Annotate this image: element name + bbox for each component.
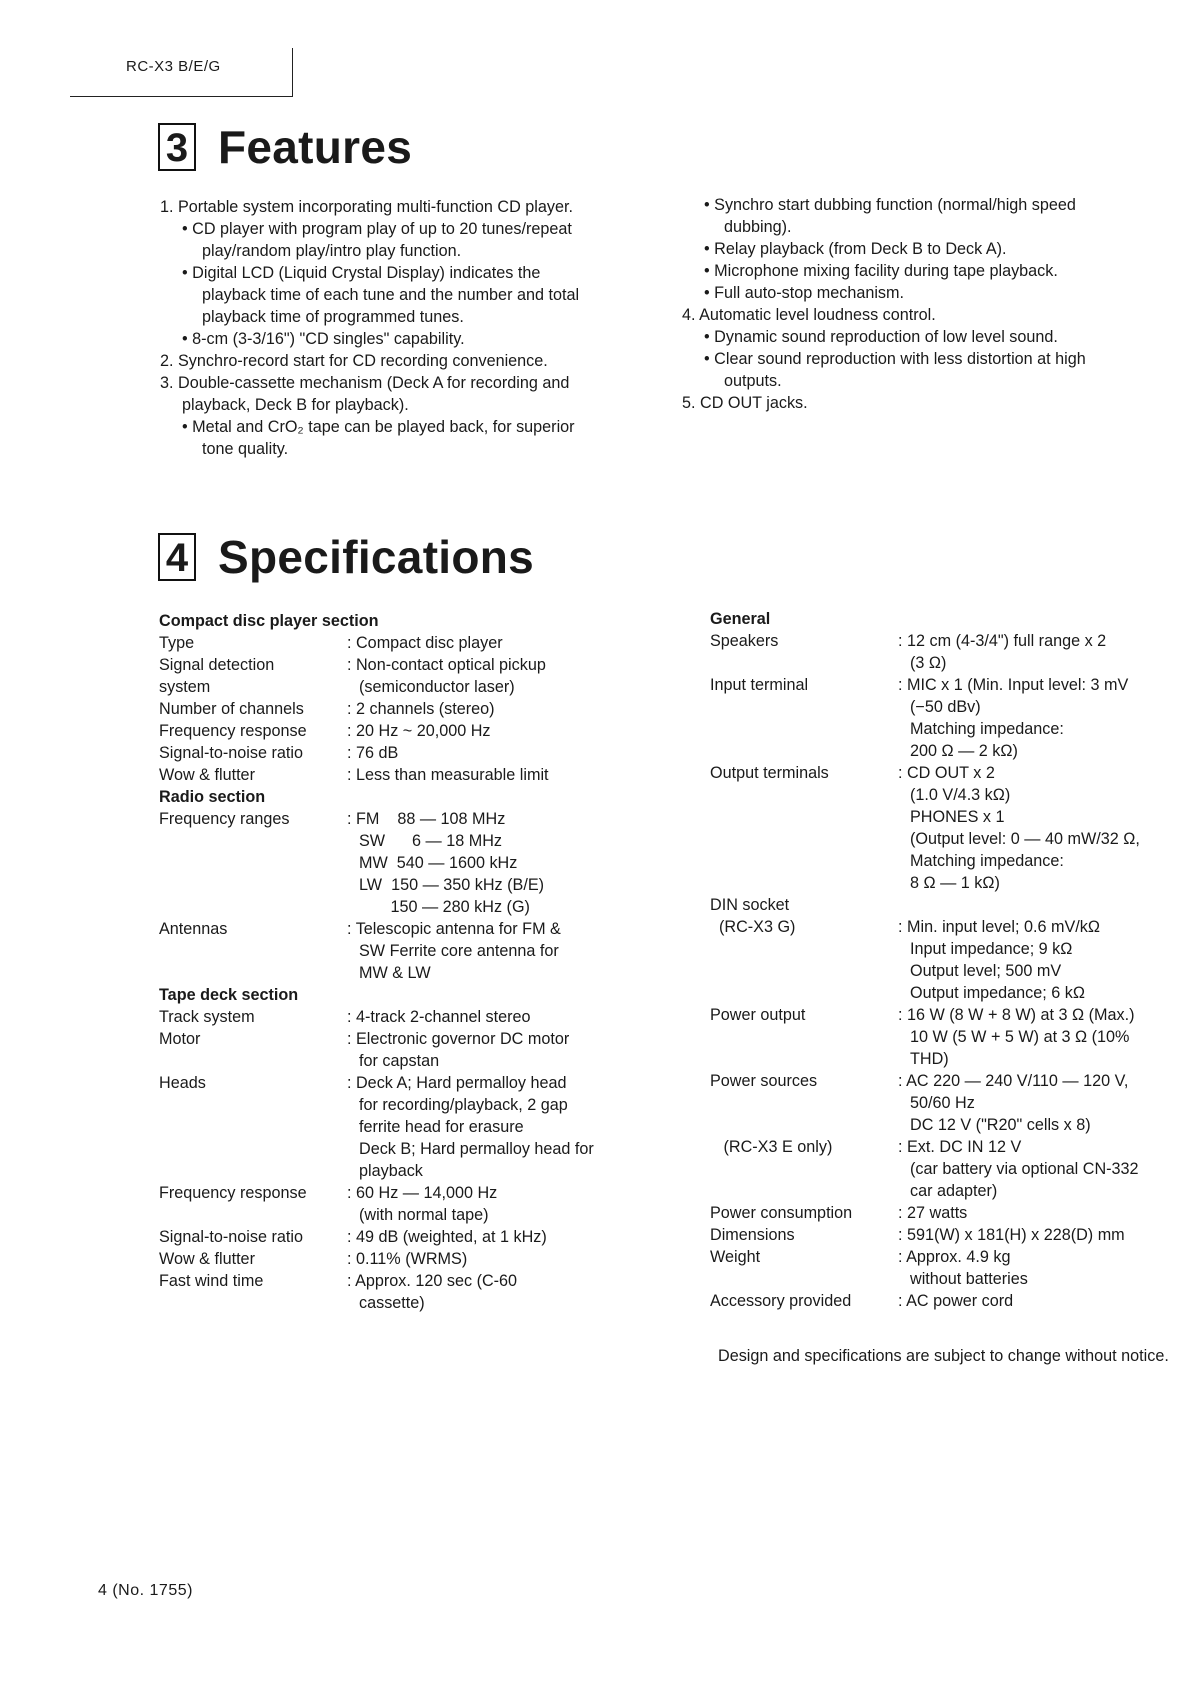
feature-line: 5. CD OUT jacks. bbox=[682, 394, 808, 412]
spec-label-line: Signal-to-noise ratio bbox=[159, 1228, 303, 1246]
spec-label bbox=[159, 1072, 347, 1182]
spec-row bbox=[710, 894, 1180, 1004]
spec-label-line: Accessory provided bbox=[710, 1292, 852, 1310]
spec-value-line: PHONES x 1 bbox=[910, 808, 1005, 826]
spec-label bbox=[710, 894, 898, 1004]
spec-value-line: : Telescopic antenna for FM & bbox=[347, 920, 561, 938]
spec-value-line: : 49 dB (weighted, at 1 kHz) bbox=[347, 1228, 547, 1246]
spec-value-line: DC 12 V ("R20" cells x 8) bbox=[910, 1116, 1091, 1134]
spec-value-line: : Ext. DC IN 12 V bbox=[898, 1138, 1022, 1156]
spec-value-line: Output level; 500 mV bbox=[910, 962, 1062, 980]
spec-value-line: MW & LW bbox=[359, 964, 431, 982]
spec-value-line: (−50 dBv) bbox=[910, 698, 981, 716]
spec-value bbox=[347, 1072, 659, 1182]
spec-value bbox=[898, 630, 1180, 674]
spec-label-line: Frequency response bbox=[159, 1184, 307, 1202]
spec-row bbox=[159, 654, 659, 698]
spec-label bbox=[159, 698, 347, 720]
spec-value-line: : 27 watts bbox=[898, 1204, 968, 1222]
spec-label bbox=[159, 1182, 347, 1226]
spec-value-line: : 60 Hz — 14,000 Hz bbox=[347, 1184, 498, 1202]
spec-value-line: : Electronic governor DC motor bbox=[347, 1030, 570, 1048]
specifications-section-number: 4 bbox=[158, 533, 196, 581]
spec-label-line: Input terminal bbox=[710, 676, 809, 694]
spec-label bbox=[710, 1224, 898, 1246]
features-heading bbox=[158, 120, 412, 174]
spec-value-line: 150 — 280 kHz (G) bbox=[359, 898, 530, 916]
feature-line: dubbing). bbox=[724, 218, 792, 236]
spec-value bbox=[898, 894, 1180, 1004]
spec-label-line: Motor bbox=[159, 1030, 201, 1048]
spec-row bbox=[710, 1070, 1180, 1136]
spec-value bbox=[898, 674, 1180, 762]
spec-value bbox=[347, 654, 659, 698]
features-left-column bbox=[160, 196, 640, 460]
spec-value-line: Deck B; Hard permalloy head for bbox=[359, 1140, 594, 1158]
spec-row bbox=[159, 720, 659, 742]
spec-label-line: Power output bbox=[710, 1006, 806, 1024]
feature-line: tone quality. bbox=[202, 440, 289, 458]
feature-line: 2. Synchro-record start for CD recording convenience. bbox=[160, 352, 548, 370]
spec-label-line: Weight bbox=[710, 1248, 761, 1266]
spec-label-line: Signal detection bbox=[159, 656, 275, 674]
spec-value-line: 10 W (5 W + 5 W) at 3 Ω (10% bbox=[910, 1028, 1130, 1046]
spec-value bbox=[347, 1248, 659, 1270]
spec-row bbox=[710, 1202, 1180, 1224]
specifications-title: Specifications bbox=[218, 531, 535, 583]
features-right-column bbox=[682, 194, 1172, 414]
spec-label bbox=[159, 1226, 347, 1248]
spec-label bbox=[159, 654, 347, 698]
spec-label-line: Power consumption bbox=[710, 1204, 853, 1222]
spec-value bbox=[347, 764, 659, 786]
spec-value bbox=[898, 1224, 1180, 1246]
spec-value bbox=[898, 1136, 1180, 1202]
spec-label-line: system bbox=[159, 678, 211, 696]
spec-label bbox=[159, 632, 347, 654]
spec-row bbox=[159, 764, 659, 786]
spec-row bbox=[159, 1226, 659, 1248]
model-label: RC-X3 B/E/G bbox=[126, 58, 221, 75]
spec-label-line: DIN socket bbox=[710, 896, 790, 914]
spec-value-line: : AC 220 — 240 V/110 — 120 V, bbox=[898, 1072, 1129, 1090]
spec-row bbox=[710, 1246, 1180, 1290]
spec-value-line: : MIC x 1 (Min. Input level: 3 mV bbox=[898, 676, 1129, 694]
spec-value-line: for capstan bbox=[359, 1052, 440, 1070]
spec-label bbox=[710, 1246, 898, 1290]
feature-line: • Digital LCD (Liquid Crystal Display) indicates the bbox=[182, 264, 541, 282]
spec-value-line: : Less than measurable limit bbox=[347, 766, 549, 784]
spec-label bbox=[710, 1070, 898, 1136]
spec-value bbox=[898, 1290, 1180, 1312]
spec-label-line: Antennas bbox=[159, 920, 228, 938]
spec-value-line: : 76 dB bbox=[347, 744, 399, 762]
spec-subheading: General bbox=[710, 610, 771, 628]
feature-line: • Synchro start dubbing function (normal/high speed bbox=[704, 196, 1076, 214]
spec-label bbox=[710, 762, 898, 894]
spec-label bbox=[710, 674, 898, 762]
spec-value-line: Output impedance; 6 kΩ bbox=[910, 984, 1085, 1002]
spec-value-line: playback bbox=[359, 1162, 423, 1180]
spec-label bbox=[710, 1290, 898, 1312]
spec-value bbox=[898, 1004, 1180, 1070]
feature-line: 1. Portable system incorporating multi-function CD player. bbox=[160, 198, 573, 216]
spec-value-line: : FM 88 — 108 MHz bbox=[347, 810, 506, 828]
spec-label-line: Wow & flutter bbox=[159, 766, 255, 784]
spec-label-line: Output terminals bbox=[710, 764, 829, 782]
spec-value bbox=[347, 1226, 659, 1248]
spec-row bbox=[710, 1290, 1180, 1312]
spec-row bbox=[710, 1224, 1180, 1246]
spec-label bbox=[710, 630, 898, 674]
spec-value bbox=[898, 762, 1180, 894]
spec-label-line: (RC-X3 G) bbox=[710, 918, 796, 936]
spec-value bbox=[347, 1270, 659, 1314]
feature-line: • Dynamic sound reproduction of low level sound. bbox=[704, 328, 1058, 346]
spec-value bbox=[347, 1028, 659, 1072]
spec-value bbox=[347, 918, 659, 984]
spec-value-line: SW Ferrite core antenna for bbox=[359, 942, 559, 960]
spec-value-line: : Min. input level; 0.6 mV/kΩ bbox=[898, 918, 1100, 936]
feature-line: playback time of programmed tunes. bbox=[202, 308, 464, 326]
spec-row bbox=[159, 742, 659, 764]
spec-row bbox=[710, 762, 1180, 894]
feature-line: outputs. bbox=[724, 372, 782, 390]
feature-line: • CD player with program play of up to 20 tunes/repeat bbox=[182, 220, 572, 238]
spec-label bbox=[159, 1006, 347, 1028]
spec-row bbox=[159, 918, 659, 984]
spec-value-line: for recording/playback, 2 gap bbox=[359, 1096, 568, 1114]
spec-subheading: Radio section bbox=[159, 788, 266, 806]
spec-value bbox=[898, 1070, 1180, 1136]
feature-line: • Metal and CrO₂ tape can be played back, for superior bbox=[182, 418, 575, 436]
specifications-heading bbox=[158, 530, 534, 584]
spec-value-line: : CD OUT x 2 bbox=[898, 764, 995, 782]
spec-value-line bbox=[898, 894, 1180, 916]
spec-label-line: Signal-to-noise ratio bbox=[159, 744, 303, 762]
spec-value-line: : 16 W (8 W + 8 W) at 3 Ω (Max.) bbox=[898, 1006, 1135, 1024]
spec-label-line: Power sources bbox=[710, 1072, 818, 1090]
spec-label-line: Number of channels bbox=[159, 700, 304, 718]
spec-row bbox=[159, 1028, 659, 1072]
spec-value bbox=[347, 808, 659, 918]
spec-label bbox=[159, 1248, 347, 1270]
feature-line: playback time of each tune and the number and total bbox=[202, 286, 580, 304]
spec-label-line: Track system bbox=[159, 1008, 255, 1026]
spec-subheading: Tape deck section bbox=[159, 986, 299, 1004]
spec-row bbox=[159, 1248, 659, 1270]
spec-value-line: MW 540 — 1600 kHz bbox=[359, 854, 518, 872]
spec-value-line: without batteries bbox=[910, 1270, 1028, 1288]
spec-row bbox=[710, 1136, 1180, 1202]
spec-subheading: Compact disc player section bbox=[159, 612, 379, 630]
spec-label-line: Fast wind time bbox=[159, 1272, 264, 1290]
spec-value-line: (semiconductor laser) bbox=[359, 678, 515, 696]
spec-row bbox=[159, 698, 659, 720]
spec-label bbox=[710, 1004, 898, 1070]
spec-row bbox=[710, 1004, 1180, 1070]
spec-label bbox=[710, 1202, 898, 1224]
spec-value-line: : Approx. 120 sec (C-60 bbox=[347, 1272, 518, 1290]
spec-label bbox=[159, 808, 347, 918]
spec-value-line: : 20 Hz ~ 20,000 Hz bbox=[347, 722, 491, 740]
spec-value-line: : 4-track 2-channel stereo bbox=[347, 1008, 531, 1026]
spec-value-line: (car battery via optional CN-332 bbox=[910, 1160, 1139, 1178]
feature-line: 4. Automatic level loudness control. bbox=[682, 306, 936, 324]
spec-value-line: THD) bbox=[910, 1050, 949, 1068]
spec-value-line: (with normal tape) bbox=[359, 1206, 489, 1224]
spec-label bbox=[159, 720, 347, 742]
spec-label bbox=[159, 1270, 347, 1314]
spec-value-line: LW 150 — 350 kHz (B/E) bbox=[359, 876, 545, 894]
feature-line: • Relay playback (from Deck B to Deck A). bbox=[704, 240, 1007, 258]
spec-value-line: Matching impedance: bbox=[910, 720, 1064, 738]
spec-value-line: SW 6 — 18 MHz bbox=[359, 832, 503, 850]
spec-value bbox=[347, 1006, 659, 1028]
spec-label bbox=[159, 1028, 347, 1072]
spec-value-line: (Output level: 0 — 40 mW/32 Ω, bbox=[910, 830, 1140, 848]
spec-row bbox=[159, 1182, 659, 1226]
spec-value-line: car adapter) bbox=[910, 1182, 998, 1200]
spec-label bbox=[710, 1136, 898, 1202]
spec-label bbox=[159, 742, 347, 764]
spec-label-line: (RC-X3 E only) bbox=[710, 1138, 833, 1156]
spec-value bbox=[347, 632, 659, 654]
spec-label-line: Frequency response bbox=[159, 722, 307, 740]
spec-label-line: Speakers bbox=[710, 632, 779, 650]
spec-value-line: : Deck A; Hard permalloy head bbox=[347, 1074, 567, 1092]
spec-value-line: ferrite head for erasure bbox=[359, 1118, 524, 1136]
spec-value-line: 8 Ω — 1 kΩ) bbox=[910, 874, 1000, 892]
spec-value-line: : 0.11% (WRMS) bbox=[347, 1250, 468, 1268]
feature-line: • Clear sound reproduction with less distortion at high bbox=[704, 350, 1086, 368]
spec-value-line: 50/60 Hz bbox=[910, 1094, 975, 1112]
spec-label bbox=[159, 764, 347, 786]
feature-line: play/random play/intro play function. bbox=[202, 242, 462, 260]
spec-row bbox=[159, 1270, 659, 1314]
spec-value bbox=[347, 720, 659, 742]
spec-value bbox=[347, 698, 659, 720]
features-title: Features bbox=[218, 121, 413, 173]
spec-value-line: : 2 channels (stereo) bbox=[347, 700, 495, 718]
spec-label-line: Frequency ranges bbox=[159, 810, 290, 828]
features-section-number: 3 bbox=[158, 123, 196, 171]
spec-value bbox=[347, 742, 659, 764]
feature-line: • 8-cm (3-3/16") "CD singles" capability. bbox=[182, 330, 465, 348]
spec-row bbox=[159, 1072, 659, 1182]
spec-value-line: Input impedance; 9 kΩ bbox=[910, 940, 1073, 958]
spec-row bbox=[710, 630, 1180, 674]
spec-label bbox=[159, 918, 347, 984]
spec-value bbox=[347, 1182, 659, 1226]
spec-value-line: : AC power cord bbox=[898, 1292, 1014, 1310]
spec-value bbox=[898, 1246, 1180, 1290]
spec-value-line: : Approx. 4.9 kg bbox=[898, 1248, 1011, 1266]
specs-left-column bbox=[159, 610, 659, 1314]
spec-value-line: (3 Ω) bbox=[910, 654, 947, 672]
spec-value-line: : 12 cm (4-3/4") full range x 2 bbox=[898, 632, 1107, 650]
spec-row bbox=[159, 808, 659, 918]
spec-value-line: : Compact disc player bbox=[347, 634, 503, 652]
spec-value-line: Matching impedance: bbox=[910, 852, 1064, 870]
spec-value-line: (1.0 V/4.3 kΩ) bbox=[910, 786, 1011, 804]
spec-label-line: Dimensions bbox=[710, 1226, 795, 1244]
feature-line: 3. Double-cassette mechanism (Deck A for recording and bbox=[160, 374, 570, 392]
spec-row bbox=[159, 1006, 659, 1028]
spec-row bbox=[159, 632, 659, 654]
feature-line: • Microphone mixing facility during tape playback. bbox=[704, 262, 1058, 280]
spec-label-line: Type bbox=[159, 634, 195, 652]
spec-value bbox=[898, 1202, 1180, 1224]
page-footer: 4 (No. 1755) bbox=[98, 1582, 193, 1599]
specs-right-column bbox=[710, 608, 1180, 1312]
spec-value-line: 200 Ω — 2 kΩ) bbox=[910, 742, 1018, 760]
specs-notice: Design and specifications are subject to change without notice. bbox=[718, 1347, 1169, 1365]
feature-line: playback, Deck B for playback). bbox=[182, 396, 409, 414]
spec-value-line: cassette) bbox=[359, 1294, 425, 1312]
model-header-box bbox=[70, 48, 293, 97]
spec-label-line: Heads bbox=[159, 1074, 206, 1092]
spec-value-line: : Non-contact optical pickup bbox=[347, 656, 546, 674]
spec-value-line: : 591(W) x 181(H) x 228(D) mm bbox=[898, 1226, 1125, 1244]
feature-line: • Full auto-stop mechanism. bbox=[704, 284, 904, 302]
spec-label-line: Wow & flutter bbox=[159, 1250, 255, 1268]
spec-row bbox=[710, 674, 1180, 762]
